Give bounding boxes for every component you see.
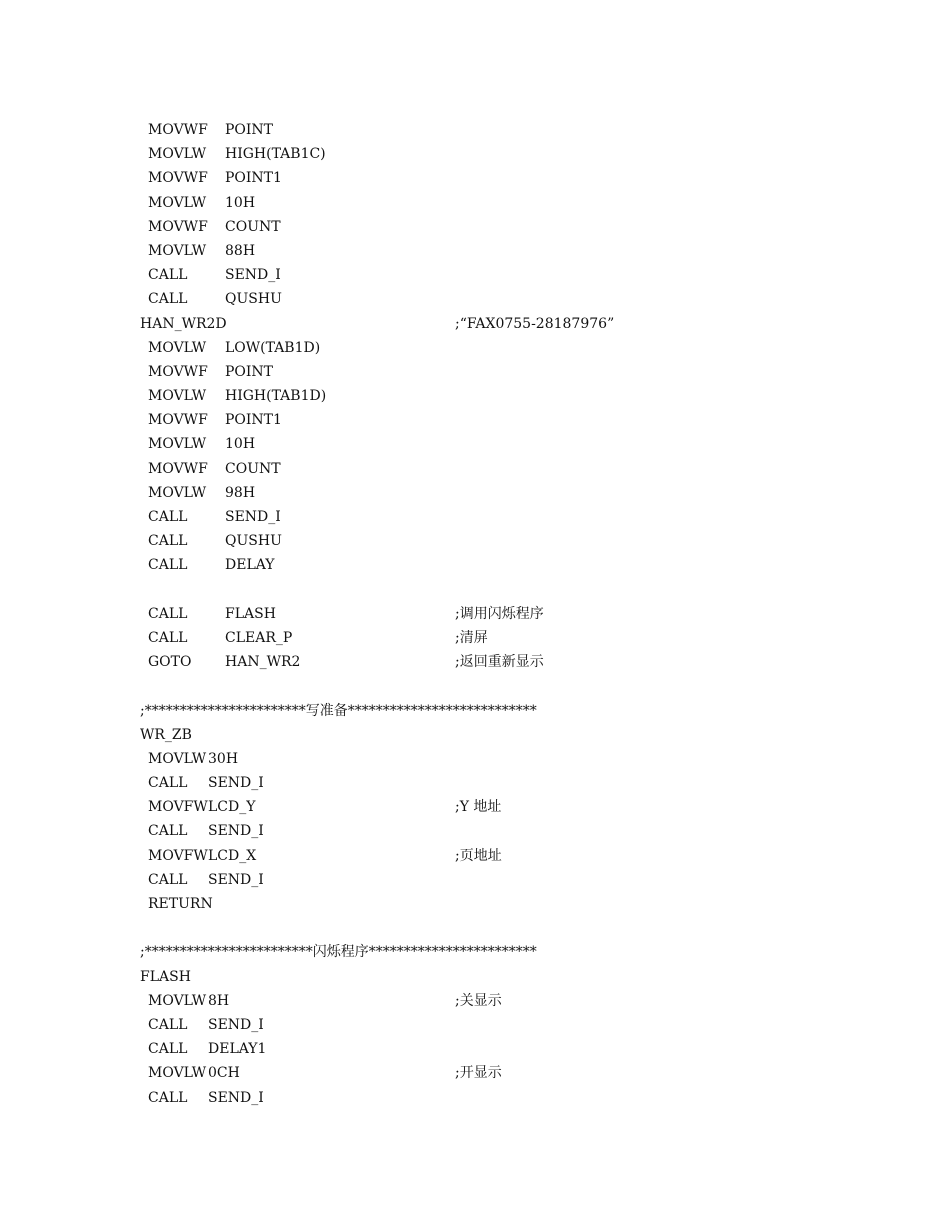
opcode: CALL [148, 509, 188, 525]
code-line [0, 191, 950, 215]
operand: HIGH(TAB1D) [225, 388, 327, 405]
operand: SEND_I [208, 871, 264, 888]
section-separator: ;************************闪烁程序************************ [140, 944, 537, 961]
code-line [0, 650, 950, 674]
operand: 88H [225, 242, 256, 259]
code-comment: ;“FAX0755-28187976” [455, 315, 615, 332]
code-line [0, 287, 950, 311]
code-label: HAN_WR2D [140, 315, 227, 332]
code-line [0, 408, 950, 432]
opcode: MOVLW [148, 194, 207, 211]
opcode: MOVLW [148, 750, 207, 767]
code-line [0, 553, 950, 577]
opcode: CALL [148, 267, 188, 284]
opcode: CALL [148, 1041, 188, 1058]
operand: 30H [208, 750, 239, 767]
code-line [0, 723, 950, 747]
code-line [0, 965, 950, 989]
opcode: MOVWF [148, 122, 208, 138]
opcode: CALL [148, 605, 188, 622]
opcode: MOVWF [148, 412, 208, 429]
code-listing [0, 118, 950, 1110]
code-comment: ;返回重新显示 [455, 654, 544, 671]
code-line [0, 674, 950, 698]
code-line [0, 1013, 950, 1037]
opcode: CALL [148, 291, 188, 308]
operand: HIGH(TAB1C) [225, 146, 326, 163]
operand: LCD_Y [208, 799, 256, 816]
operand: POINT [225, 363, 274, 380]
opcode: MOVLW [148, 388, 207, 405]
operand: LCD_X [208, 847, 257, 864]
opcode: MOVLW [148, 146, 207, 163]
code-label: WR_ZB [140, 726, 192, 743]
section-separator: ;***********************写准备*************************** [140, 702, 537, 719]
code-line [0, 457, 950, 481]
operand: QUSHU [225, 533, 282, 550]
opcode: MOVLW [148, 339, 207, 356]
code-comment: ;清屏 [455, 629, 488, 646]
operand: SEND_I [208, 823, 264, 840]
code-comment: ;开显示 [455, 1065, 502, 1082]
opcode: RETURN [148, 896, 213, 912]
code-line [0, 699, 950, 723]
code-line [0, 771, 950, 795]
opcode: CALL [148, 1089, 188, 1106]
operand: 10H [225, 436, 256, 453]
opcode: CALL [148, 533, 188, 550]
code-line [0, 795, 950, 819]
operand: QUSHU [225, 291, 282, 308]
operand: 10H [225, 194, 256, 211]
operand: POINT1 [225, 170, 282, 187]
code-line [0, 215, 950, 239]
operand: POINT [225, 122, 274, 138]
code-line [0, 940, 950, 964]
opcode: MOVWF [148, 170, 208, 187]
operand: SEND_I [225, 267, 281, 284]
code-line [0, 1086, 950, 1110]
code-line [0, 626, 950, 650]
opcode: MOVLW [148, 1065, 207, 1082]
code-line [0, 142, 950, 166]
code-line [0, 892, 950, 916]
opcode: CALL [148, 1016, 188, 1033]
operand: DELAY [225, 557, 275, 574]
code-line [0, 166, 950, 190]
opcode: CALL [148, 629, 188, 646]
opcode: MOVLW [148, 242, 207, 259]
code-comment: ;调用闪烁程序 [455, 605, 544, 622]
operand: 0CH [208, 1065, 240, 1082]
code-line [0, 432, 950, 456]
opcode: MOVWF [148, 363, 208, 380]
operand: SEND_I [208, 1016, 264, 1033]
code-line [0, 1061, 950, 1085]
operand: FLASH [225, 605, 276, 622]
opcode: CALL [148, 823, 188, 840]
code-line [0, 336, 950, 360]
code-comment: ;Y 地址 [455, 799, 502, 816]
code-line [0, 602, 950, 626]
operand: 8H [208, 992, 230, 1009]
opcode: MOVLW [148, 436, 207, 453]
opcode: CALL [148, 557, 188, 574]
code-line [0, 747, 950, 771]
code-comment: ;关显示 [455, 992, 502, 1009]
code-line [0, 578, 950, 602]
operand: COUNT [225, 460, 281, 477]
opcode: MOVFW [148, 847, 208, 864]
code-label: FLASH [140, 968, 191, 985]
code-line [0, 868, 950, 892]
code-line [0, 263, 950, 287]
operand: HAN_WR2 [225, 654, 301, 671]
opcode: GOTO [148, 654, 192, 671]
opcode: MOVFW [148, 799, 208, 816]
code-line [0, 360, 950, 384]
opcode: CALL [148, 775, 188, 792]
opcode: MOVWF [148, 218, 208, 235]
operand: SEND_I [208, 775, 264, 792]
code-line [0, 312, 950, 336]
code-line [0, 384, 950, 408]
operand: 98H [225, 484, 256, 501]
operand: DELAY1 [208, 1041, 267, 1058]
operand: CLEAR_P [225, 629, 293, 646]
operand: SEND_I [225, 509, 281, 525]
opcode: MOVWF [148, 460, 208, 477]
code-comment: ;页地址 [455, 847, 502, 864]
code-line [0, 989, 950, 1013]
code-line [0, 529, 950, 553]
operand: COUNT [225, 218, 281, 235]
opcode: MOVLW [148, 992, 207, 1009]
code-line [0, 505, 950, 529]
code-line [0, 819, 950, 843]
opcode: MOVLW [148, 484, 207, 501]
operand: SEND_I [208, 1089, 264, 1106]
code-line [0, 916, 950, 940]
code-line [0, 118, 950, 142]
code-line [0, 844, 950, 868]
code-line [0, 239, 950, 263]
code-line [0, 481, 950, 505]
operand: POINT1 [225, 412, 282, 429]
opcode: CALL [148, 871, 188, 888]
operand: LOW(TAB1D) [225, 339, 321, 356]
code-line [0, 1037, 950, 1061]
